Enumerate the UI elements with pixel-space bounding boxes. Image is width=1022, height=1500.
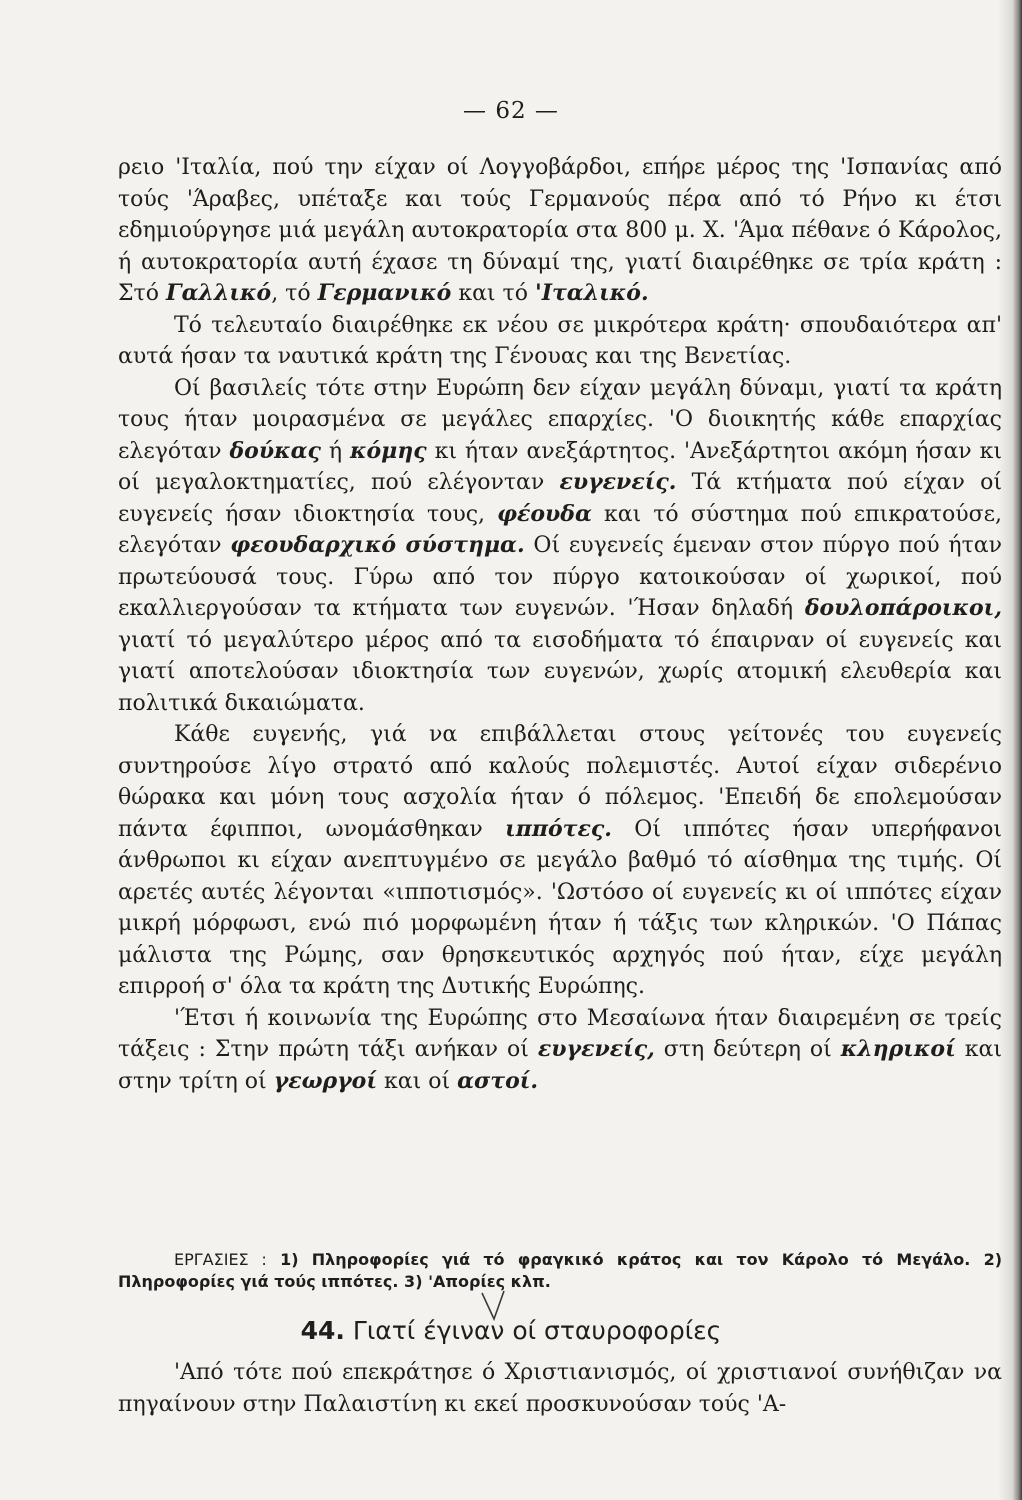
section-title: Γιατί έγιναν οί σταυροφορίες <box>352 1316 722 1345</box>
page-number: — 62 — <box>463 98 559 124</box>
emphasized-term: ευγενείς. <box>559 469 677 495</box>
text-run: γιατί τό μεγαλύτερο μέρος από τα εισοδήματα τό έπαιρναν οί ευγενείς και γιατί αποτελούσαν ιδιοκτησία των ευγενών, χωρίς ατομική ελευθερία και πολιτικά δικαιώματα. <box>118 627 1002 716</box>
text-run: Οί βασιλείς τότε στην Ευρώπη δεν είχαν μεγάλη δύναμι, γιατί τα κράτη τους ήταν μοιρασμένα σε μεγάλες επαρχίες. 'Ο διοικητής κάθε επαρχίας ελεγόταν <box>118 375 1002 464</box>
exercises-label: ΕΡΓΑΣΙΕΣ : <box>174 1250 267 1269</box>
text-run: ή <box>320 438 350 464</box>
text-run: και στην τρίτη οί <box>118 1037 1002 1094</box>
emphasized-term: 'Ιταλικό. <box>534 280 649 306</box>
emphasized-term: δούκας <box>229 437 321 464</box>
emphasized-term: φέουδα <box>497 500 592 527</box>
text-run: Οί ιππότες ήσαν υπερήφανοι άνθρωποι κι είχαν ανεπτυγμένο σε μεγάλο βαθμό τό αίσθημα της τιμής. Οί αρετές αυτές λέγονται «ιπποτισμός». 'Ωστόσο οί ευγενείς κι οί ιππότες είχαν μικρή μόρφωσι, ενώ πιό μορφωμένη ήταν ή τάξις των κληρικών. 'Ο Πάπας μάλιστα της Ρώμης, σαν θρησκευτικός αρχηγός πού ήταν, είχε μεγάλη επιρροή σ' όλα τα κράτη της Δυτικής Ευρώπης. <box>118 816 1002 999</box>
emphasized-term: φεουδαρχικό σύστημα. <box>230 532 525 558</box>
paragraph <box>118 373 1002 720</box>
emphasized-term: κόμης <box>350 437 427 464</box>
text-run: , τό <box>271 281 318 306</box>
section-body <box>118 1357 1002 1420</box>
emphasized-term: αστοί. <box>457 1067 539 1094</box>
paragraph <box>118 310 1002 373</box>
emphasized-term: κληρικοί <box>840 1036 956 1062</box>
text-run: κι ήταν ανεξάρτητος. 'Ανεξάρτητοι ακόμη ήσαν κι οί μεγαλοκτηματίες, πού ελέγονταν <box>118 438 1002 495</box>
text-run: 'Έτσι ή κοινωνία της Ευρώπης στο Μεσαίωνα ήταν διαιρεμένη σε τρείς τάξεις : Στην πρώτη τάξι ανήκαν οί <box>118 1005 1002 1062</box>
emphasized-term: ευγενείς, <box>537 1036 655 1062</box>
exercises-block <box>118 1249 1002 1293</box>
text-run: στη δεύτερη οί <box>654 1037 841 1062</box>
paragraph <box>118 152 1002 310</box>
paragraph <box>118 1003 1002 1098</box>
emphasized-term: ιππότες. <box>505 815 612 842</box>
text-run: Οί ευγενείς έμεναν στον πύργο πού ήταν πρωτεύουσά τους. Γύρω από τον πύργο κατοικούσαν οί χωρικοί, πού εκαλλιεργούσαν τα κτήματα των ευγενών. 'Ήσαν δηλαδή <box>118 533 1002 621</box>
text-run: Τά κτήματα πού είχαν οί ευγενείς ήσαν ιδιοκτησία τους, <box>118 470 1002 527</box>
section-heading <box>0 1314 1022 1348</box>
emphasized-term: Γερμανικό <box>317 280 452 306</box>
emphasized-term: Γαλλικό <box>165 280 272 306</box>
section-number: 44. <box>300 1316 345 1345</box>
body-text <box>118 152 1002 1097</box>
text-run: και οί <box>377 1068 458 1094</box>
emphasized-term: δουλοπάροικοι, <box>804 595 1002 621</box>
emphasized-term: γεωργοί <box>273 1067 378 1094</box>
text-run: ρειο 'Ιταλία, πού την είχαν οί Λογγοβάρδοι, επήρε μέρος της 'Ισπανίας από τούς 'Άραβες, υπέταξε και τούς Γερμανούς πέρα από τό Ρήνο κι έτσι εδημιούργησε μιά μεγάλη αυτοκρατορία στα 800 μ. Χ. 'Άμα πέθανε ό Κάρολος, ή αυτοκρατορία αυτή έχασε τη δύναμί της, γιατί διαιρέθηκε σε τρία κράτη : Στό <box>118 155 1002 306</box>
exercises-text: 1) Πληροφορίες γιά τό φραγκικό κράτος και τον Κάρολο τό Μεγάλο. 2) Πληροφορίες γιά τούς ιππότες. 3) 'Απορίες κλπ. <box>118 1250 1003 1291</box>
paragraph <box>118 719 1002 1003</box>
paragraph: 'Από τότε πού επεκράτησε ό Χριστιανισμός, οί χριστιανοί συνήθιζαν να πηγαίνουν στην Παλαιστίνη κι εκεί προσκυνούσαν τούς 'Α- <box>118 1360 1002 1417</box>
text-run: και τό σύστημα πού επικρατούσε, ελεγόταν <box>118 501 1003 558</box>
text-run: Κάθε ευγενής, γιά να επιβάλλεται στους γείτονές του ευγενείς συντηρούσε λίγο στρατό από καλούς πολεμιστές. Αυτοί είχαν σιδερένιο θώρακα και μόνη τους ασχολία ήταν ό πόλεμος. 'Επειδή δε επολεμούσαν πάντα έφιπποι, ωνομάσθηκαν <box>118 722 1002 842</box>
text-run: Τό τελευταίο διαιρέθηκε εκ νέου σε μικρότερα κράτη· σπουδαιότερα απ' αυτά ήσαν τα ναυτικά κράτη της Γένουας και της Βενετίας. <box>118 312 1002 369</box>
text-run: και τό <box>451 281 535 306</box>
